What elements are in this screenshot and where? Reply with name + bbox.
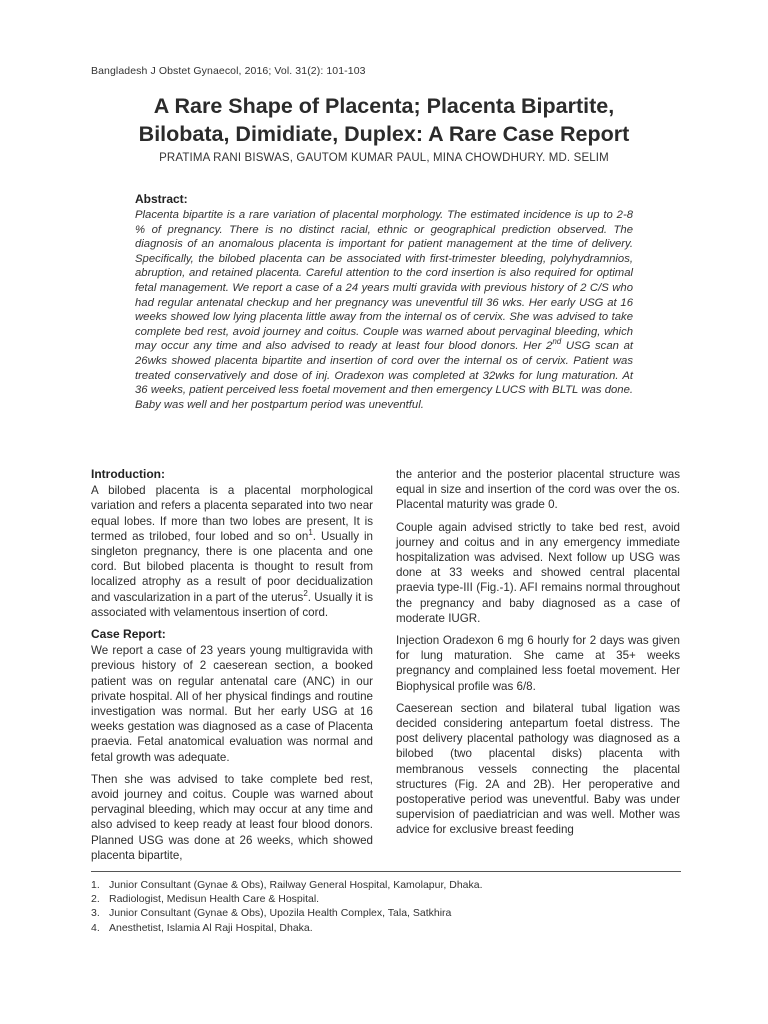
intro-text-c: . Usually it is associated with velamentous insertion of cord. [91, 590, 373, 619]
footnote-text: Radiologist, Medisun Health Care & Hospital. [109, 893, 320, 906]
case-report-heading: Case Report: [91, 627, 166, 642]
case-report-paragraph-2: Then she was advised to take complete bed rest, avoid journey and coitus. Couple was warned about pervaginal bleeding, which may occur at any time and also advised to keep ready at least four blood donors. Planned USG was done at 26 weeks, which showed placenta bipartite, [91, 772, 373, 862]
introduction-heading: Introduction: [91, 467, 165, 481]
footnote-item [91, 906, 681, 920]
footnote-number: 3. [91, 907, 100, 920]
footnote-number: 2. [91, 893, 100, 906]
footnote-text: Junior Consultant (Gynae & Obs), Railway General Hospital, Kamolapur, Dhaka. [109, 879, 483, 891]
abstract-text [135, 208, 633, 412]
footnote-text: Anesthetist, Islamia Al Raji Hospital, Dhaka. [109, 921, 313, 934]
article-title-line-1: A Rare Shape of Placenta; Placenta Bipartite, [153, 94, 615, 118]
journal-citation: Bangladesh J Obstet Gynaecol, 2016; Vol. 31(2): 101-103 [91, 65, 366, 77]
right-column [396, 467, 680, 845]
abstract-superscript: nd [552, 337, 562, 347]
footnote-item [91, 921, 681, 935]
citation-2: 2 [303, 588, 308, 598]
abstract-text-part-1: Placenta bipartite is a rare variation of placental morphology. The estimated incidence is up to 2-8 % of pregnancy. There is no distinct racial, ethnic or geographical prediction observed. The diagnosis of an anomalous placenta is important for patient management at the time of delivery. Specifically, the bilobed placenta can be associated with first-trimester bleeding, polyhydramnios, abruption, and retained placenta. Careful attention to the cord insertion is also required for optimal fetal management. We report a case of a 24 years multi gravida with previous history of 2 C/S who had regular antenatal checkup and her pregnancy was uneventful till 36 wks. Her early USG at 16 weeks showed low lying placenta little away from the internal os of cervix. She was advised to take complete bed rest, avoid journey and coitus. Couple was warned about pervaginal bleeding, which may occur any time and also advised to ready at least four blood donors. Her 2 [135, 209, 633, 353]
case-report-paragraph-4: Couple again advised strictly to take bed rest, avoid journey and coitus and in any emergency immediate hospitalization was advised. Next follow up USG was done at 33 weeks and showed central placental praevia type-III (Fig.-1). AFI remains normal throughout the pregnancy and baby diagnosed as a case of moderate IUGR. [396, 520, 680, 625]
case-report-paragraph-5: Injection Oradexon 6 mg 6 hourly for 2 days was given for lung maturation. She came at 35+ weeks pregnancy and complained less foetal movement. Her Biophysical profile was 6/8. [396, 634, 680, 693]
intro-text-b: . Usually in singleton pregnancy, there is one placenta and one cord. But bilobed placenta is thought to result from localized atrophy as a result of poor decidualization and vascularization in a part of the uterus [91, 529, 373, 604]
article-title-line-2: Bilobata, Dimidiate, Duplex: A Rare Case Report [138, 122, 630, 146]
citation-1: 1 [308, 527, 313, 537]
case-report-paragraph-1: We report a case of 23 years young multigravida with previous history of 2 caeserean section, a booked patient was on regular antenatal care (ANC) in our private hospital. All of her physical findings and routine investigation was normal. But her early USG at 16 weeks gestation was diagnosed as a case of Placenta praevia. Fetal anatomical evaluation was normal and fetal growth was adequate. [91, 644, 373, 764]
footnote-number: 1. [91, 879, 100, 891]
case-report-paragraph-6: Caeserean section and bilateral tubal ligation was decided considering antepartum foetal distress. The post delivery placental pathology was diagnosed as a bilobed (two placental disks) placenta with membranous vessels connecting the placental structures (Fig. 2A and 2B). Her peroperative and postoperative period was uneventful. Baby was under supervision of paediatrician and was well. Mother was advice for exclusive breast feeding [396, 701, 680, 837]
abstract-text-part-2: USG scan at 26wks showed placenta bipartite and insertion of cord over the internal os of cervix. Patient was treated conservatively and dose of inj. Oradexon was completed at 32wks for lung maturation. At 36 weeks, patient perceived less foetal movement and then emergency LUCS with BLTL was done. Baby was well and her postpartum period was uneventful. [135, 340, 633, 411]
left-column [91, 467, 373, 870]
footnote-number: 4. [91, 921, 100, 934]
abstract-heading: Abstract: [135, 192, 188, 206]
footnote-text: Junior Consultant (Gynae & Obs), Upozila Health Complex, Tala, Satkhira [109, 907, 452, 920]
case-report-paragraph-3: the anterior and the posterior placental structure was equal in size and insertion of the cord was over the os. Placental maturity was grade 0. [396, 468, 680, 512]
footnote-item [91, 878, 681, 892]
footnote-item [91, 892, 681, 906]
author-list: PRATIMA RANI BISWAS, GAUTOM KUMAR PAUL, MINA CHOWDHURY. MD. SELIM [159, 152, 609, 164]
article-title [60, 92, 708, 148]
intro-text-a: A bilobed placenta is a placental morphological variation and refers a placenta separated into two near equal lobes. If more than two lobes are present, It is termed as trilobed, four lobed and so on [91, 484, 373, 543]
author-affiliations [91, 871, 681, 935]
introduction-paragraph [91, 483, 373, 620]
